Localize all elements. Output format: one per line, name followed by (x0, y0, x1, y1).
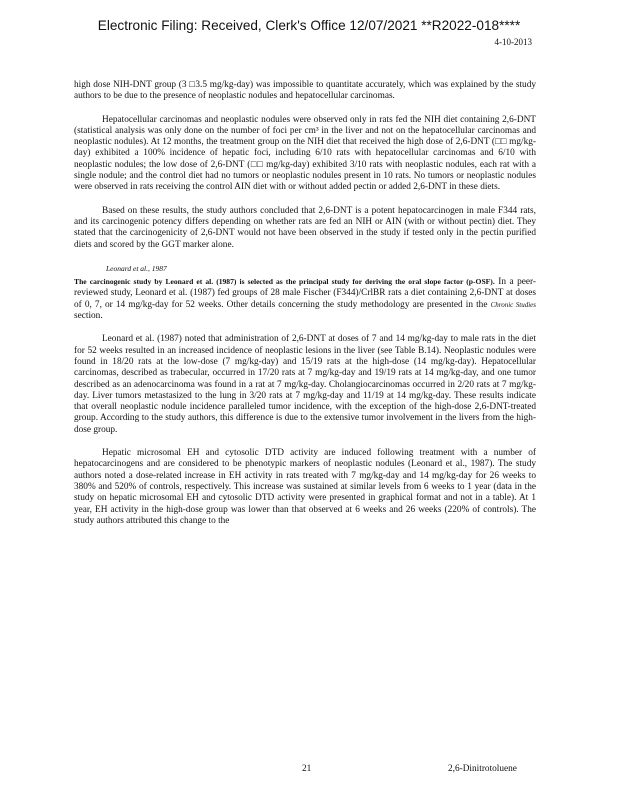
section-heading-citation: Leonard et al., 1987 (106, 263, 167, 273)
chemical-name: 2,6-Dinitrotoluene (448, 764, 517, 774)
paragraph-3: Based on these results, the study authors concluded that 2,6-DNT is a potent hepatocarcinogen in male F344 rats, and its carcinogenic potency differs depending on whether rats are fed an NIH or AIN (with or without pectin) diet. They stated that the carcinogenicity of 2,6-DNT would not have been observed in the study if tested only in the pectin purified diets and scored by the GGT marker alone. (74, 205, 536, 250)
paragraph-6: Hepatic microsomal EH and cytosolic DTD activity are induced following treatment with a number of hepatocarcinogens and are considered to be phenotypic markers of neoplastic nodules (Leonard et al., 1987). The study authors noted a dose-related increase in EH activity in rats treated with 7 mg/kg-day and 14 mg/kg-day for 26 weeks to 380% and 520% of controls, respectively. This increase was sustained at similar levels from 6 weeks to 1 year (data in the study on hepatic microsomal EH and cytosolic DTD activity were presented in graphical format and not in a table). At 1 year, EH activity in the high-dose group was lower than that observed at 6 weeks and 26 weeks (220% of controls). The study authors attributed this change to the (74, 448, 536, 526)
page-number: 21 (302, 764, 312, 774)
document-body (74, 80, 536, 539)
document-date: 4-10-2013 (494, 37, 532, 47)
principal-study-paragraph (74, 276, 536, 322)
study-description-end: section. (74, 311, 103, 322)
principal-study-statement: The carcinogenic study by Leonard et al. (1987) is selected as the principal study for deriving the oral slope factor (p-OSF). (74, 277, 495, 287)
paragraph-5: Leonard et al. (1987) noted that administration of 2,6-DNT at doses of 7 and 14 mg/kg-day to male rats in the diet for 52 weeks resulted in an increased incidence of neoplastic lesions in the liver (see Table B.14). Neoplastic nodules were found in 18/20 rats at the low-dose (7 mg/kg-day) and 15/19 rats at the high-dose (14 mg/kg-day). Hepatocellular carcinomas, described as trabecular, occurred in 17/20 rats at 7 mg/kg-day and 19/19 rats at 14 mg/kg-day, and one tumor described as an adenocarcinoma was found in a rat at 7 mg/kg-day. Cholangiocarcinomas occurred in 2/20 rats at 7 mg/kg-day. Liver tumors metastasized to the lung in 3/20 rats at 7 mg/kg-day and 11/19 at 14 mg/kg-day. These results indicate that overall neoplastic nodule incidence paralleled tumor incidence, with the exception of the high-dose 2,6-DNT-treated group. According to the study authors, this difference is due to the extensive tumor involvement in the livers from the high-dose group. (74, 334, 536, 435)
study-description: In a peer-reviewed study, Leonard et al. (1987) fed groups of 28 male Fischer (F344)/CrlBR rats a diet containing 2,6-DNT at doses of 0, 7, or 14 mg/kg-day for 52 weeks. Other details concerning the study methodology are presented in the (74, 277, 536, 310)
paragraph-2: Hepatocellular carcinomas and neoplastic nodules were observed only in rats fed the NIH diet containing 2,6-DNT (statistical analysis was only done on the number of foci per cm³ in the liver and not on the hepatocellular carcinomas and neoplastic nodules). At 12 months, the treatment group on the NIH diet that received the high dose of 2,6-DNT (□□ mg/kg-day) exhibited a 100% incidence of hepatic foci, including 6/10 rats with hepatocellular carcinomas and 6/10 with neoplastic nodules; the low dose of 2,6-DNT (□□ mg/kg-day) exhibited 3/10 rats with neoplastic nodules, each rat with a single nodule; and the control diet had no tumors or neoplastic nodules present in 10 rats. No tumors or neoplastic nodules were observed in rats receiving the control AIN diet with or without added pectin or added 2,6-DNT in these diets. (74, 114, 536, 193)
paragraph-1: high dose NIH-DNT group (3 □3.5 mg/kg-day) was impossible to quantitate accurately, which was explained by the study authors to be due to the presence of neoplastic nodules and hepatocellular carcinomas. (74, 80, 536, 102)
section-reference: Chronic Studies (490, 300, 536, 309)
filing-stamp: Electronic Filing: Received, Clerk's Office 12/07/2021 **R2022-018**** (97, 18, 521, 33)
